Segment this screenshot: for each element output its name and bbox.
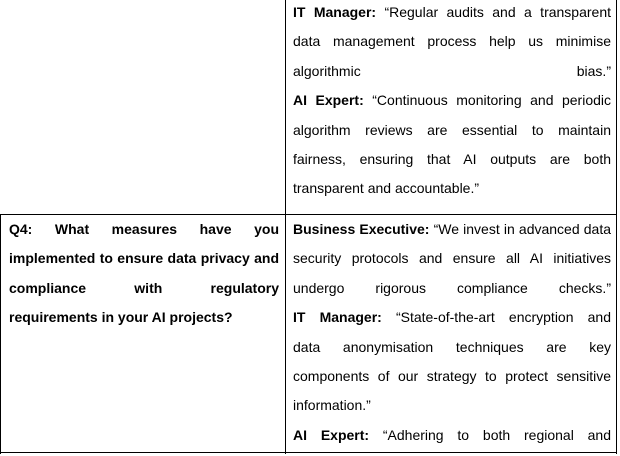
question-line: requirements in your AI projects? xyxy=(9,309,233,326)
table-border-right xyxy=(616,0,617,454)
answer-line: undergo rigorous compliance checks.” xyxy=(293,279,611,296)
answer-line: security protocols and ensure all AI initiatives xyxy=(293,250,611,267)
answer-line: transparent and accountable.” xyxy=(293,180,480,197)
table-border-left xyxy=(0,214,1,454)
speaker-label: AI Expert: xyxy=(293,92,364,109)
answer-line: AI Expert: “Continuous monitoring and periodic xyxy=(293,92,611,109)
answer-line: data management process help us minimise xyxy=(293,33,611,50)
answer-line: IT Manager: “State-of-the-art encryption and xyxy=(293,309,611,326)
answer-line: IT Manager: “Regular audits and a transparent xyxy=(293,4,611,20)
answer-line: fairness, ensuring that AI outputs are both xyxy=(293,150,611,167)
answer-line: data anonymisation techniques are key xyxy=(293,338,611,355)
question-line: compliance with regulatory xyxy=(9,279,279,296)
speaker-label: Business Executive: xyxy=(293,221,430,237)
answer-line: algorithm reviews are essential to maintain xyxy=(293,121,611,138)
answer-line: Business Executive: “We invest in advanced data xyxy=(293,221,611,237)
speaker-label: IT Manager: xyxy=(293,4,377,20)
q4-question-cell xyxy=(9,215,279,333)
table-border-middle xyxy=(285,0,286,454)
q4-answer-cell xyxy=(293,215,611,450)
speaker-label: AI Expert: xyxy=(293,426,370,443)
answer-line: information.” xyxy=(293,397,371,414)
answer-line: AI Expert: “Adhering to both regional and xyxy=(293,426,611,443)
answer-line: components of our strategy to protect sensitive xyxy=(293,367,611,384)
question-line: Q4: What measures have you xyxy=(9,221,279,237)
prev-row-answer-cell xyxy=(293,0,611,204)
speaker-label: IT Manager: xyxy=(293,309,382,326)
table-border-bottom xyxy=(0,452,617,453)
answer-line: algorithmic bias.” xyxy=(293,62,611,79)
question-line: implemented to ensure data privacy and xyxy=(9,250,279,267)
